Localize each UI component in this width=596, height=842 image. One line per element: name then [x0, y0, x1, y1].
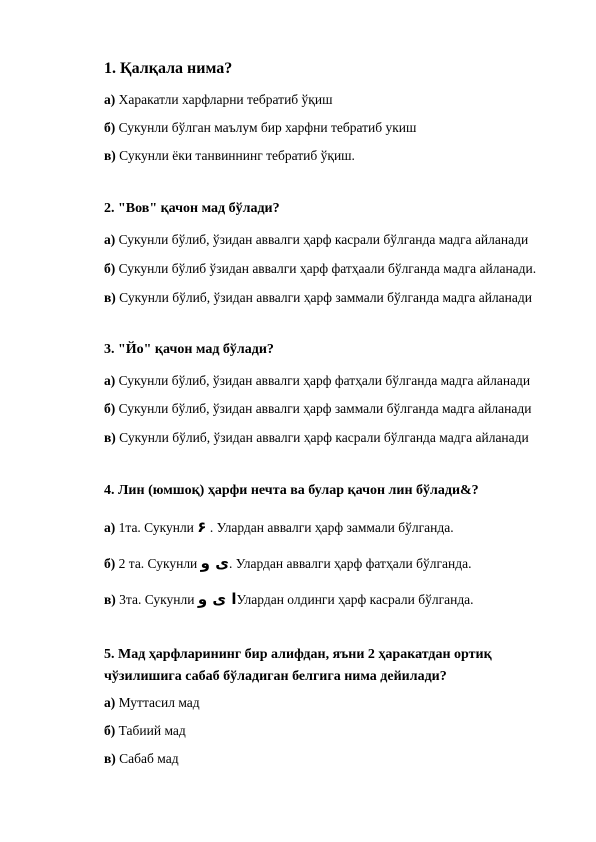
- option-letter: в): [104, 148, 116, 163]
- question-4-option-b: [104, 554, 472, 572]
- question-1-title: 1. Қалқала нима?: [104, 60, 233, 77]
- option-text-post: . Улардан аввалги ҳарф фатҳали бўлганда.: [228, 556, 472, 571]
- question-2-option-a: [104, 232, 528, 248]
- option-text: Сабаб мад: [115, 751, 179, 766]
- option-letter: б): [104, 723, 116, 738]
- option-text-pre: 3та. Сукунли: [115, 592, 198, 607]
- option-letter: а): [104, 232, 116, 247]
- option-letter: а): [104, 520, 116, 535]
- option-text-pre: 2 та. Сукунли: [115, 556, 201, 571]
- option-letter: а): [104, 373, 116, 388]
- option-letter: б): [104, 261, 116, 276]
- question-1-option-a: [104, 92, 332, 108]
- option-letter: а): [104, 92, 116, 107]
- option-text: Сукунли бўлиб, ўзидан аввалги ҳарф фатҳали бўлганда мадга айланади: [115, 373, 531, 388]
- question-2-option-c: [104, 290, 532, 306]
- question-3-option-c: [104, 430, 529, 446]
- question-3-option-a: [104, 373, 530, 389]
- option-letter: в): [104, 430, 116, 445]
- question-5-option-c: [104, 751, 179, 767]
- option-letter: б): [104, 120, 116, 135]
- option-text: Сукунли ёки танвиннинг тебратиб ўқиш.: [115, 148, 355, 163]
- option-letter: а): [104, 695, 116, 710]
- question-5-option-a: [104, 695, 200, 711]
- question-1-option-c: [104, 148, 355, 164]
- option-text: Табиий мад: [115, 723, 186, 738]
- option-text: Сукунли бўлиб, ўзидан аввалги ҳарф касрали бўлганда мадга айланади: [115, 430, 529, 445]
- question-3-title: 3. "Йо" қачон мад бўлади?: [104, 342, 274, 357]
- question-4-title: 4. Лин (юмшоқ) ҳарфи нечта ва булар қачон лин бўлади&?: [104, 483, 479, 498]
- question-1-option-b: [104, 120, 416, 136]
- option-letter: в): [104, 751, 116, 766]
- option-text: Сукунли бўлиб, ўзидан аввалги ҳарф заммали бўлганда мадга айланади: [115, 401, 532, 416]
- option-letter: б): [104, 556, 116, 571]
- arabic-letters: ی و: [200, 554, 229, 572]
- question-4-option-c: [104, 590, 474, 608]
- question-2-title: 2. "Вов" қачон мад бўлади?: [104, 201, 280, 216]
- option-text: Сукунли бўлиб ўзидан аввалги ҳарф фатҳаали бўлганда мадга айланади.: [115, 261, 537, 276]
- option-text-post: Улардан олдинги ҳарф касрали бўлганда.: [236, 592, 474, 607]
- option-letter: б): [104, 401, 116, 416]
- option-text: Муттасил мад: [115, 695, 200, 710]
- question-4-option-a: [104, 518, 454, 536]
- question-2-option-b: [104, 261, 536, 277]
- option-letter: в): [104, 592, 116, 607]
- question-3-option-b: [104, 401, 531, 417]
- question-5-option-b: [104, 723, 186, 739]
- question-5-title: 5. Мад ҳарфларининг бир алифдан, яъни 2 ҳаракатдан ортиқ чўзилишига сабаб бўладиган белгига нима дейилади?: [104, 647, 492, 684]
- option-text: Сукунли бўлиб, ўзидан аввалги ҳарф заммали бўлганда мадга айланади: [115, 290, 532, 305]
- option-text: Сукунли бўлган маълум бир харфни тебратиб укиш: [115, 120, 417, 135]
- arabic-letters: ا ی و: [197, 590, 237, 608]
- arabic-letter: ۶: [197, 518, 207, 536]
- option-text-post: . Улардан аввалги ҳарф заммали бўлганда.: [206, 520, 454, 535]
- option-text: Харакатли харфларни тебратиб ўқиш: [115, 92, 333, 107]
- option-text-pre: 1та. Сукунли: [115, 520, 198, 535]
- option-text: Сукунли бўлиб, ўзидан аввалги ҳарф касрали бўлганда мадга айланади: [115, 232, 529, 247]
- option-letter: в): [104, 290, 116, 305]
